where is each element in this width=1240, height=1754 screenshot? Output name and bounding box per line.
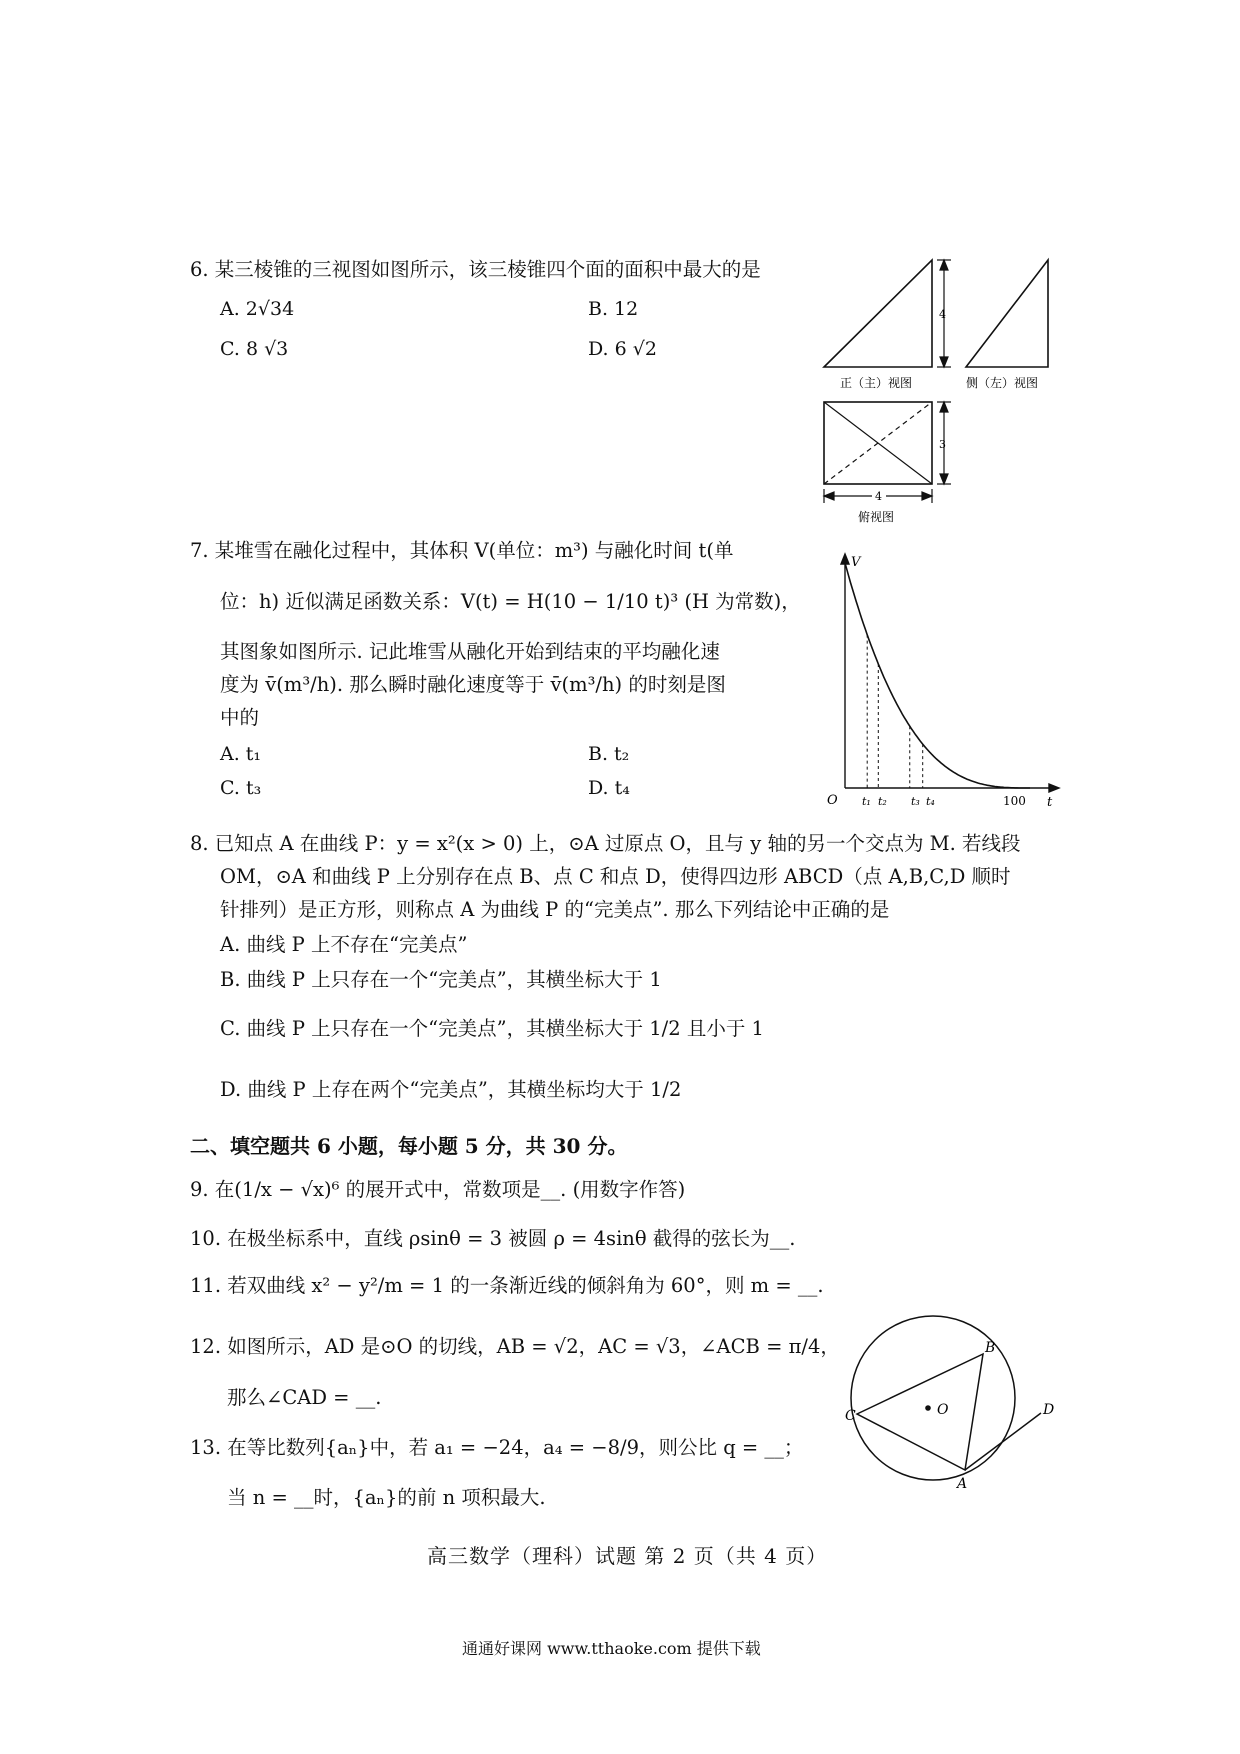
q8-line-1: 8. 已知点 A 在曲线 P：y = x²(x > 0) 上，⊙A 过原点 O，且与 y 轴的另一个交点为 M. 若线段 bbox=[190, 832, 1021, 855]
q6-option-b: B. 12 bbox=[588, 298, 639, 320]
q7-line-2: 位：h) 近似满足函数关系：V(t) = H(10 − 1/10 t)³ (H 为常数)， bbox=[220, 590, 801, 613]
height-label: 4 bbox=[939, 308, 946, 321]
axes bbox=[841, 554, 1059, 792]
tick-label-t2: t₂ bbox=[878, 795, 887, 808]
y-axis-label: V bbox=[851, 555, 861, 570]
triangle-abc bbox=[857, 1354, 983, 1470]
front-view bbox=[824, 260, 932, 367]
q7-line-1: 7. 某堆雪在融化过程中，其体积 V(单位：m³) 与融化时间 t(单 bbox=[190, 539, 734, 562]
page-footer: 高三数学（理科）试题 第 2 页（共 4 页） bbox=[427, 1544, 828, 1568]
tangent-ad bbox=[965, 1413, 1041, 1470]
q6-option-a: A. 2√34 bbox=[220, 298, 295, 320]
q7-option-c: C. t₃ bbox=[220, 777, 262, 799]
label-d: D bbox=[1043, 1402, 1055, 1418]
q10: 10. 在极坐标系中，直线 ρsinθ = 3 被圆 ρ = 4sinθ 截得的弦长为__. bbox=[190, 1227, 796, 1250]
volume-curve bbox=[845, 563, 1030, 788]
q7-option-a: A. t₁ bbox=[220, 743, 262, 765]
q8-line-2: OM，⊙A 和曲线 P 上分别存在点 B、点 C 和点 D，使得四边形 ABCD（点 A,B,C,D 顺时 bbox=[220, 865, 1011, 888]
q13-line-2: 当 n = __时，{aₙ}的前 n 项积最大. bbox=[227, 1486, 546, 1509]
side-view-caption: 侧（左）视图 bbox=[966, 376, 1039, 390]
label-c: C bbox=[845, 1408, 856, 1424]
q8-option-a: A. 曲线 P 上不存在“完美点” bbox=[220, 933, 468, 956]
q7-line-4: 度为 v̄(m³/h). 那么瞬时融化速度等于 v̄(m³/h) 的时刻是图 bbox=[220, 673, 726, 696]
q6-stem: 6. 某三棱锥的三视图如图所示，该三棱锥四个面的面积中最大的是 bbox=[190, 258, 761, 281]
side-view bbox=[966, 260, 1048, 367]
label-o: O bbox=[937, 1402, 949, 1418]
q8-option-c: C. 曲线 P 上只存在一个“完美点”，其横坐标大于 1/2 且小于 1 bbox=[220, 1017, 764, 1040]
tick-label-t4: t₄ bbox=[926, 795, 935, 808]
q12-line-1: 12. 如图所示，AD 是⊙O 的切线，AB = √2，AC = √3，∠ACB = π/4， bbox=[190, 1335, 840, 1358]
top-view bbox=[824, 402, 932, 484]
q9: 9. 在(1/x − √x)⁶ 的展开式中，常数项是__. (用数字作答) bbox=[190, 1178, 686, 1201]
tick-label-t1: t₁ bbox=[862, 795, 871, 808]
snow-melt-graph bbox=[815, 550, 1065, 815]
tick-label-t3: t₃ bbox=[911, 795, 920, 808]
q8-line-3: 针排列）是正方形，则称点 A 为曲线 P 的“完美点”. 那么下列结论中正确的是 bbox=[220, 898, 890, 921]
section-2-heading: 二、填空题共 6 小题，每小题 5 分，共 30 分。 bbox=[190, 1134, 628, 1158]
label-b: B bbox=[985, 1340, 996, 1356]
width-label: 4 bbox=[875, 490, 882, 503]
front-view-caption: 正（主）视图 bbox=[840, 376, 913, 390]
q13-line-1: 13. 在等比数列{aₙ}中，若 a₁ = −24，a₄ = −8/9，则公比 q = __； bbox=[190, 1436, 804, 1459]
q8-option-b: B. 曲线 P 上只存在一个“完美点”，其横坐标大于 1 bbox=[220, 968, 662, 991]
q11: 11. 若双曲线 x² − y²/m = 1 的一条渐近线的倾斜角为 60°，则 m = __. bbox=[190, 1274, 824, 1297]
q7-line-3: 其图象如图所示. 记此堆雪从融化开始到结束的平均融化速 bbox=[220, 640, 720, 663]
three-view-figure bbox=[820, 250, 1070, 530]
q7-option-b: B. t₂ bbox=[588, 743, 630, 765]
center-point bbox=[925, 1405, 931, 1411]
q6-option-c: C. 8 √3 bbox=[220, 338, 289, 360]
download-source: 通通好课网 www.tthaoke.com 提供下载 bbox=[462, 1639, 761, 1658]
q8-option-d: D. 曲线 P 上存在两个“完美点”，其横坐标均大于 1/2 bbox=[220, 1078, 682, 1101]
x-end-label: 100 bbox=[1003, 794, 1026, 808]
x-axis-label: t bbox=[1047, 795, 1053, 810]
label-a: A bbox=[957, 1476, 968, 1492]
q7-line-5: 中的 bbox=[220, 706, 260, 729]
q6-option-d: D. 6 √2 bbox=[588, 338, 657, 360]
origin-label: O bbox=[827, 793, 838, 808]
q12-line-2: 那么∠CAD = __. bbox=[227, 1386, 382, 1409]
depth-label: 3 bbox=[939, 438, 946, 451]
circle-tangent-figure bbox=[845, 1310, 1060, 1500]
top-view-caption: 俯视图 bbox=[858, 510, 895, 524]
q7-option-d: D. t₄ bbox=[588, 777, 630, 799]
